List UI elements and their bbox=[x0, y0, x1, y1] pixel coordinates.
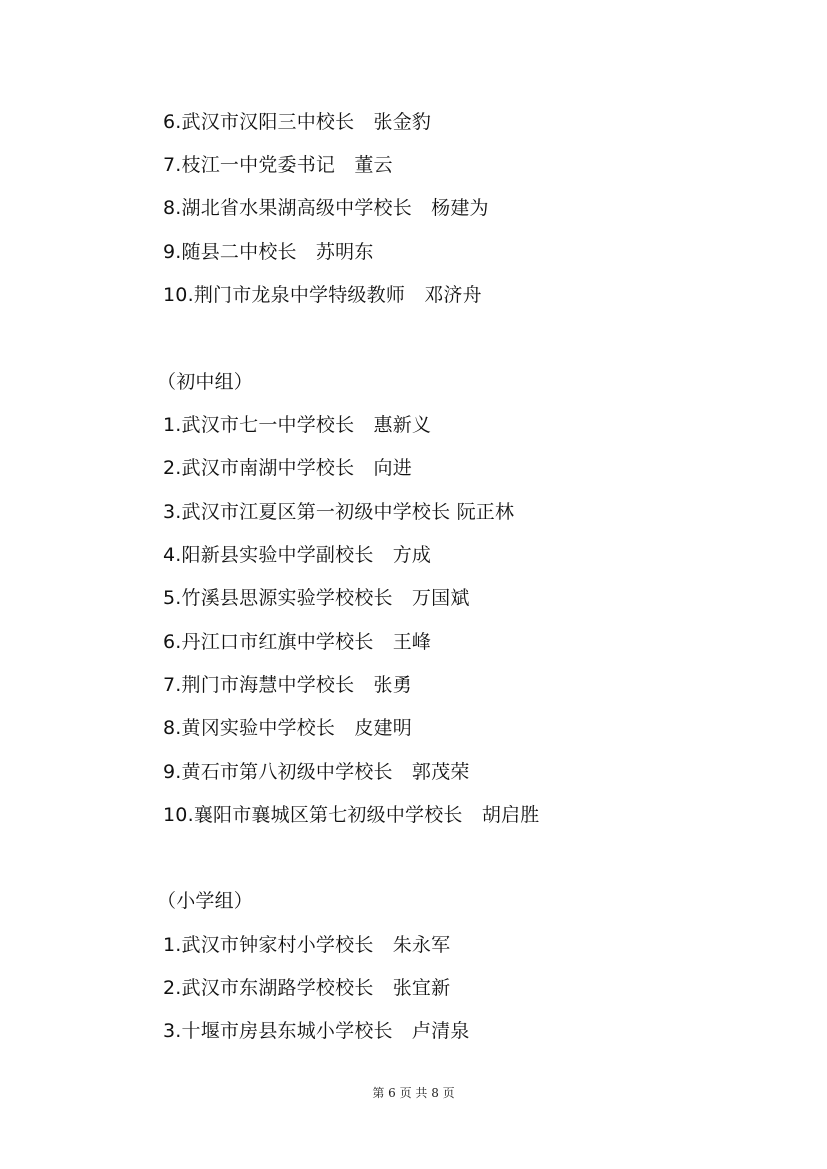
list-item: 2.武汉市东湖路学校校长 张宜新 bbox=[163, 977, 451, 999]
list-item: 2.武汉市南湖中学校长 向进 bbox=[163, 457, 412, 479]
list-item: 3.武汉市江夏区第一初级中学校长 阮正林 bbox=[163, 501, 515, 523]
list-item: 7.荆门市海慧中学校长 张勇 bbox=[163, 674, 412, 696]
page-number-footer: 第 6 页 共 8 页 bbox=[372, 1086, 455, 1100]
list-item: 4.阳新县实验中学副校长 方成 bbox=[163, 544, 432, 566]
list-item: 9.黄石市第八初级中学校长 郭茂荣 bbox=[163, 761, 470, 783]
list-item: 9.随县二中校长 苏明东 bbox=[163, 241, 374, 263]
list-item: 8.湖北省水果湖高级中学校长 杨建为 bbox=[163, 197, 489, 219]
list-item: 6.丹江口市红旗中学校长 王峰 bbox=[163, 631, 432, 653]
list-item: 10.襄阳市襄城区第七初级中学校长 胡启胜 bbox=[163, 804, 540, 826]
list-item: 7.枝江一中党委书记 董云 bbox=[163, 154, 393, 176]
list-item: 5.竹溪县思源实验学校校长 万国斌 bbox=[163, 587, 470, 609]
list-item: 6.武汉市汉阳三中校长 张金豹 bbox=[163, 111, 432, 133]
list-item: 1.武汉市钟家村小学校长 朱永军 bbox=[163, 934, 451, 956]
section-heading-primary: （小学组） bbox=[157, 890, 254, 912]
list-item: 8.黄冈实验中学校长 皮建明 bbox=[163, 717, 412, 739]
section-heading-junior: （初中组） bbox=[157, 371, 254, 393]
list-item: 1.武汉市七一中学校长 惠新义 bbox=[163, 414, 432, 436]
list-item: 3.十堰市房县东城小学校长 卢清泉 bbox=[163, 1020, 470, 1042]
list-item: 10.荆门市龙泉中学特级教师 邓济舟 bbox=[163, 284, 482, 306]
